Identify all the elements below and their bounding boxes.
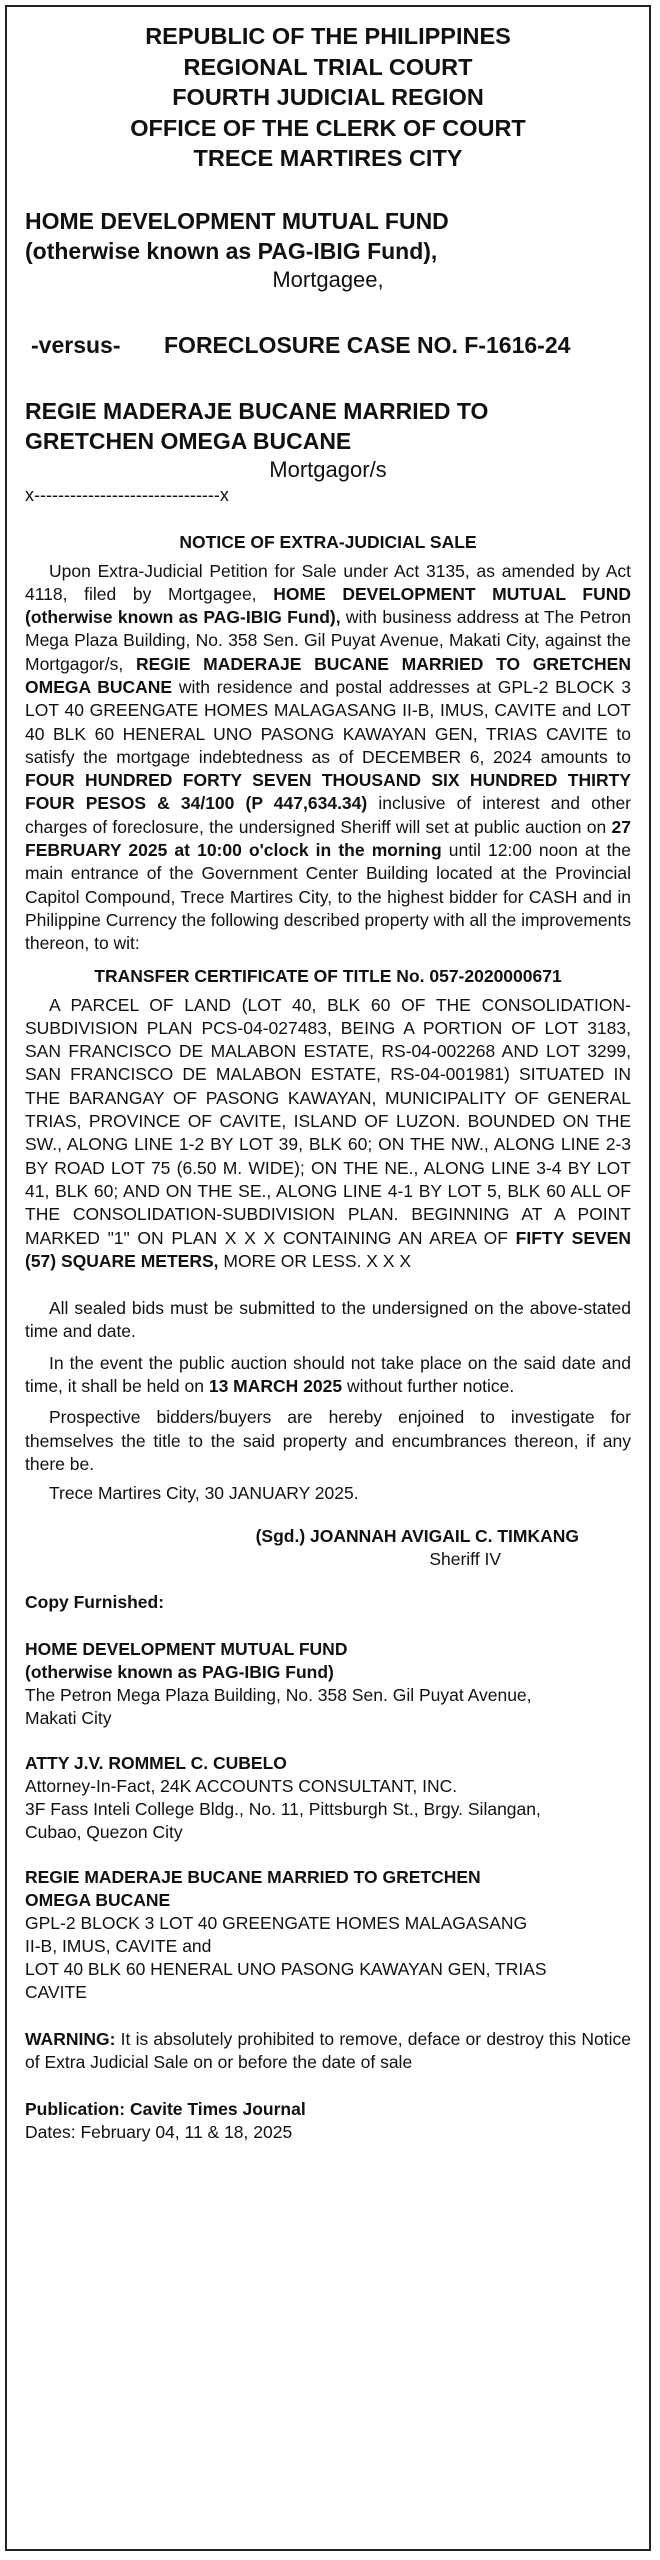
entry-address: The Petron Mega Plaza Building, No. 358 Sen. Gil Puyat Avenue, (25, 1685, 532, 1706)
reset-date-bold: 13 MARCH 2025 (208, 1376, 343, 1396)
entry-address: Attorney-In-Fact, 24K ACCOUNTS CONSULTANT, INC. (25, 1776, 458, 1797)
copy-entry (25, 1752, 631, 1844)
amount-bold: FOUR HUNDRED FORTY SEVEN THOUSAND SIX HUNDRED THIRTY FOUR PESOS & 34/100 (P 447,634.34) (25, 770, 631, 814)
mortgagor-role: Mortgagor/s (269, 456, 387, 482)
sheriff-signature: (Sgd.) JOANNAH AVIGAIL C. TIMKANG (255, 1526, 579, 1547)
entry-address: Cubao, Quezon City (25, 1822, 183, 1843)
header-line: TRECE MARTIRES CITY (193, 145, 463, 171)
copy-entry (25, 1638, 631, 1730)
mortgagor-block (25, 396, 631, 484)
warning-label: WARNING: (25, 2029, 116, 2050)
mortgagee-name: HOME DEVELOPMENT MUTUAL FUND (25, 207, 449, 234)
warning-paragraph (25, 2028, 631, 2074)
prospective-paragraph: Prospective bidders/buyers are hereby enjoined to investigate for themselves the title to the said property and encumbrances thereon, if any there be. (25, 1407, 631, 1474)
entry-name: OMEGA BUCANE (25, 1890, 171, 1911)
entry-address: Makati City (25, 1708, 112, 1729)
text-run: without further notice. (342, 1376, 515, 1396)
sheriff-position: Sheriff IV (429, 1549, 501, 1570)
versus-label: -versus- (31, 331, 121, 358)
entry-name: REGIE MADERAJE BUCANE MARRIED TO GRETCHEN (25, 1867, 481, 1888)
date-line: Trece Martires City, 30 JANUARY 2025. (49, 1483, 359, 1504)
mortgagee-bold: HOME DEVELOPMENT MUTUAL FUND (otherwise known as PAG-IBIG Fund), (25, 583, 631, 628)
case-number: FORECLOSURE CASE NO. F-1616-24 (164, 331, 571, 358)
versus-row (25, 330, 631, 360)
property-description (25, 994, 631, 1274)
event-paragraph (25, 1352, 631, 1399)
tct-title: TRANSFER CERTIFICATE OF TITLE No. 057-2020000671 (94, 965, 562, 986)
entry-address: CAVITE (25, 1982, 87, 2003)
entry-name: ATTY J.V. ROMMEL C. CUBELO (25, 1753, 287, 1774)
text-run: A PARCEL OF LAND (LOT 40, BLK 60 OF THE CONSOLIDATION-SUBDIVISION PLAN PCS-04-027483, BEING A PORTION OF LOT 3183, SAN FRANCISCO DE MALABON ESTATE, RS-04-002268 AND LOT 3299, SAN FRANCISCO DE MALABON ESTATE, RS-04-001981) SITUATED IN THE BARANGAY OF PASONG KAWAYAN, MUNICIPALITY OF GENERAL TRIAS, PROVINCE OF CAVITE, ISLAND OF LUZON. BOUNDED ON THE SW., ALONG LINE 1-2 BY LOT 39, BLK 60; ON THE NW., ALONG LINE 2-3 BY ROAD LOT 75 (6.50 M. WIDE); ON THE NE., ALONG LINE 3-4 BY LOT 41, BLK 60; AND ON THE SE., ALONG LINE 4-1 BY LOT 5, BLK 60 ALL OF THE CONSOLIDATION-SUBDIVISION PLAN. BEGINNING AT A POINT MARKED "1" ON PLAN X X X CONTAINING AN AREA OF (25, 994, 631, 1248)
petition-paragraph (25, 560, 631, 956)
header-line: OFFICE OF THE CLERK OF COURT (130, 114, 526, 141)
mortgagor-name: REGIE MADERAJE BUCANE MARRIED TO (25, 397, 489, 424)
notice-page (5, 5, 651, 2551)
header-line: FOURTH JUDICIAL REGION (172, 84, 484, 110)
entry-name: HOME DEVELOPMENT MUTUAL FUND (25, 1639, 348, 1660)
publication-dates: Dates: February 04, 11 & 18, 2025 (25, 2122, 293, 2143)
warning-text: It is absolutely prohibited to remove, deface or destroy this Notice of Extra Judicial Sale on or before the date of sale (25, 2029, 631, 2073)
area-bold: FIFTY SEVEN (57) SQUARE METERS, (25, 1227, 631, 1271)
text-run: with residence and postal addresses at GPL-2 BLOCK 3 LOT 40 GREENGATE HOMES MALAGASANG II-B, IMUS, CAVITE and LOT 40 BLK 60 HENERAL UNO PASONG KAWAYAN GEN, TRIAS CAVITE to satisfy the mortgage indebtedness as of DECEMBER 6, 2024 amounts to (25, 676, 631, 767)
entry-address: GPL-2 BLOCK 3 LOT 40 GREENGATE HOMES MALAGASANG (25, 1913, 528, 1934)
text-run: inclusive of interest and other charges of foreclosure, the undersigned Sheriff will set at public auction on (25, 793, 631, 837)
mortgagee-aka: (otherwise known as PAG-IBIG Fund), (25, 237, 438, 264)
text-run: until 12:00 noon at the main entrance of the Government Center Building located at the Provincial Capitol Compound, Trece Martires City, to the highest bidder for CASH and in Philippine Currency the following described property with all the improvements thereon, to wit: (25, 840, 631, 954)
mortgagee-role: Mortgagee, (272, 266, 384, 292)
entry-address: 3F Fass Inteli College Bldg., No. 11, Pittsburgh St., Brgy. Silangan, (25, 1799, 541, 1820)
text-run: MORE OR LESS. X X X (218, 1250, 412, 1271)
court-header (25, 21, 631, 174)
mortgagor-bold: REGIE MADERAJE BUCANE MARRIED TO GRETCHEN OMEGA BUCANE (25, 653, 631, 697)
text-run: Upon Extra-Judicial Petition for Sale under Act 3135, as amended by Act 4118, filed by Mortgagee, (25, 560, 631, 604)
text-run: In the event the public auction should not take place on the said date and time, it shall be held on (25, 1352, 631, 1396)
entry-address: LOT 40 BLK 60 HENERAL UNO PASONG KAWAYAN GEN, TRIAS (25, 1959, 547, 1980)
auction-date-bold: 27 FEBRUARY 2025 at 10:00 o'clock in the morning (25, 816, 631, 861)
separator-line: x-------------------------------x (25, 484, 229, 505)
text-run: with business address at The Petron Mega Plaza Building, No. 358 Sen. Gil Puyat Avenue, Makati City, against the Mortgagor/s, (25, 607, 632, 674)
publication-label: Publication: Cavite Times Journal (25, 2099, 306, 2120)
entry-address: II-B, IMUS, CAVITE and (25, 1936, 212, 1957)
mortgagee-block (25, 206, 631, 294)
mortgagor-name-cont: GRETCHEN OMEGA BUCANE (25, 427, 352, 454)
copy-furnished-heading: Copy Furnished: (25, 1592, 165, 1613)
header-line: REPUBLIC OF THE PHILIPPINES (145, 23, 511, 49)
notice-title: NOTICE OF EXTRA-JUDICIAL SALE (179, 531, 477, 552)
copy-entry (25, 1866, 631, 2004)
entry-name: (otherwise known as PAG-IBIG Fund) (25, 1662, 334, 1683)
header-line: REGIONAL TRIAL COURT (183, 53, 473, 80)
bids-paragraph: All sealed bids must be submitted to the undersigned on the above-stated time and date. (25, 1298, 631, 1342)
